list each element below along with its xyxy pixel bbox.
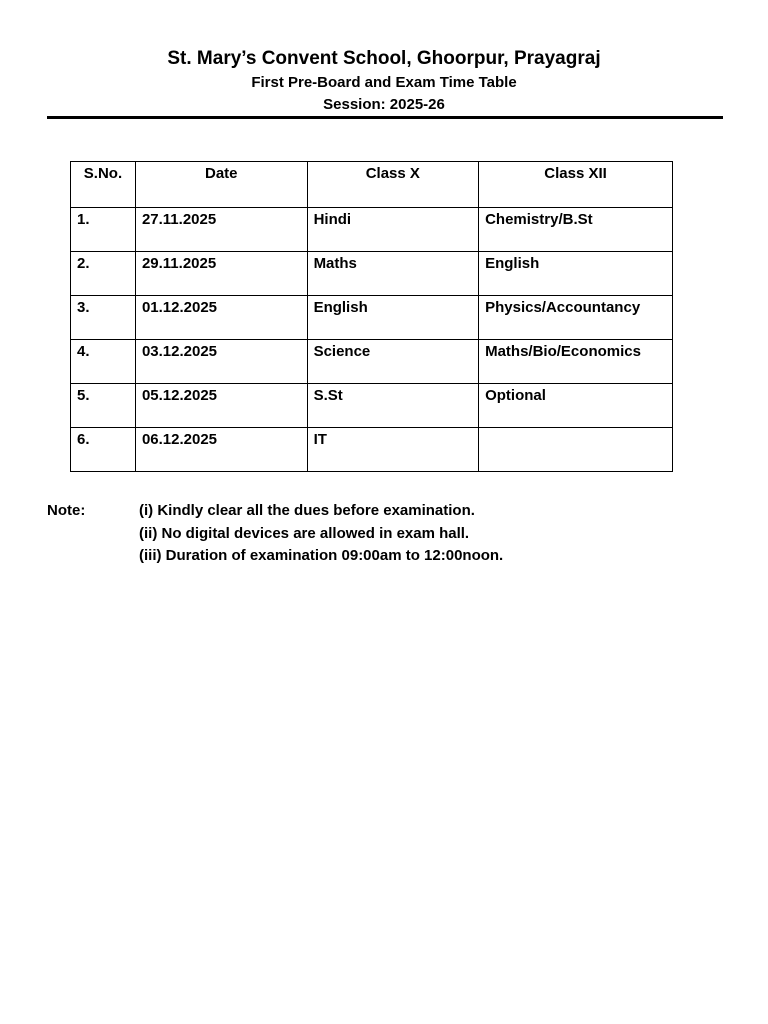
cell-date: 27.11.2025 [135,208,307,252]
document-subtitle: First Pre-Board and Exam Time Table [251,74,517,91]
cell-class-xii: Physics/Accountancy [479,296,673,340]
cell-date: 06.12.2025 [135,428,307,472]
table-row [71,208,673,252]
column-header-class-xii: Class XII [479,162,673,208]
cell-class-xii: Optional [479,384,673,428]
cell-class-x: English [307,296,479,340]
table-row [71,384,673,428]
cell-class-x: Hindi [307,208,479,252]
column-header-date: Date [135,162,307,208]
cell-sno: 5. [71,384,136,428]
cell-class-xii [479,428,673,472]
cell-date: 01.12.2025 [135,296,307,340]
note-list [139,500,503,568]
note-item: (iii) Duration of examination 09:00am to 12:00noon. [139,547,504,564]
table-row [71,340,673,384]
session-label: Session: 2025-26 [323,96,445,113]
cell-class-xii: Chemistry/B.St [479,208,673,252]
note-label: Note: [47,502,86,519]
cell-date: 29.11.2025 [135,252,307,296]
cell-date: 03.12.2025 [135,340,307,384]
cell-sno: 3. [71,296,136,340]
column-header-class-x: Class X [307,162,479,208]
cell-date: 05.12.2025 [135,384,307,428]
cell-class-x: S.St [307,384,479,428]
column-header-sno: S.No. [71,162,136,208]
table-row [71,252,673,296]
document-header [0,46,768,116]
exam-timetable [70,161,673,472]
note-item: (i) Kindly clear all the dues before examination. [139,502,475,519]
cell-sno: 1. [71,208,136,252]
cell-class-xii: English [479,252,673,296]
table-row [71,428,673,472]
cell-sno: 6. [71,428,136,472]
header-divider [47,116,723,119]
note-item: (ii) No digital devices are allowed in exam hall. [139,524,470,542]
cell-sno: 2. [71,252,136,296]
table-row [71,296,673,340]
school-name: St. Mary’s Convent School, Ghoorpur, Prayagraj [167,48,601,69]
cell-class-x: Science [307,340,479,384]
cell-class-x: Maths [307,252,479,296]
cell-class-xii: Maths/Bio/Economics [479,340,673,384]
cell-sno: 4. [71,340,136,384]
cell-class-x: IT [307,428,479,472]
table-header-row [71,162,673,208]
